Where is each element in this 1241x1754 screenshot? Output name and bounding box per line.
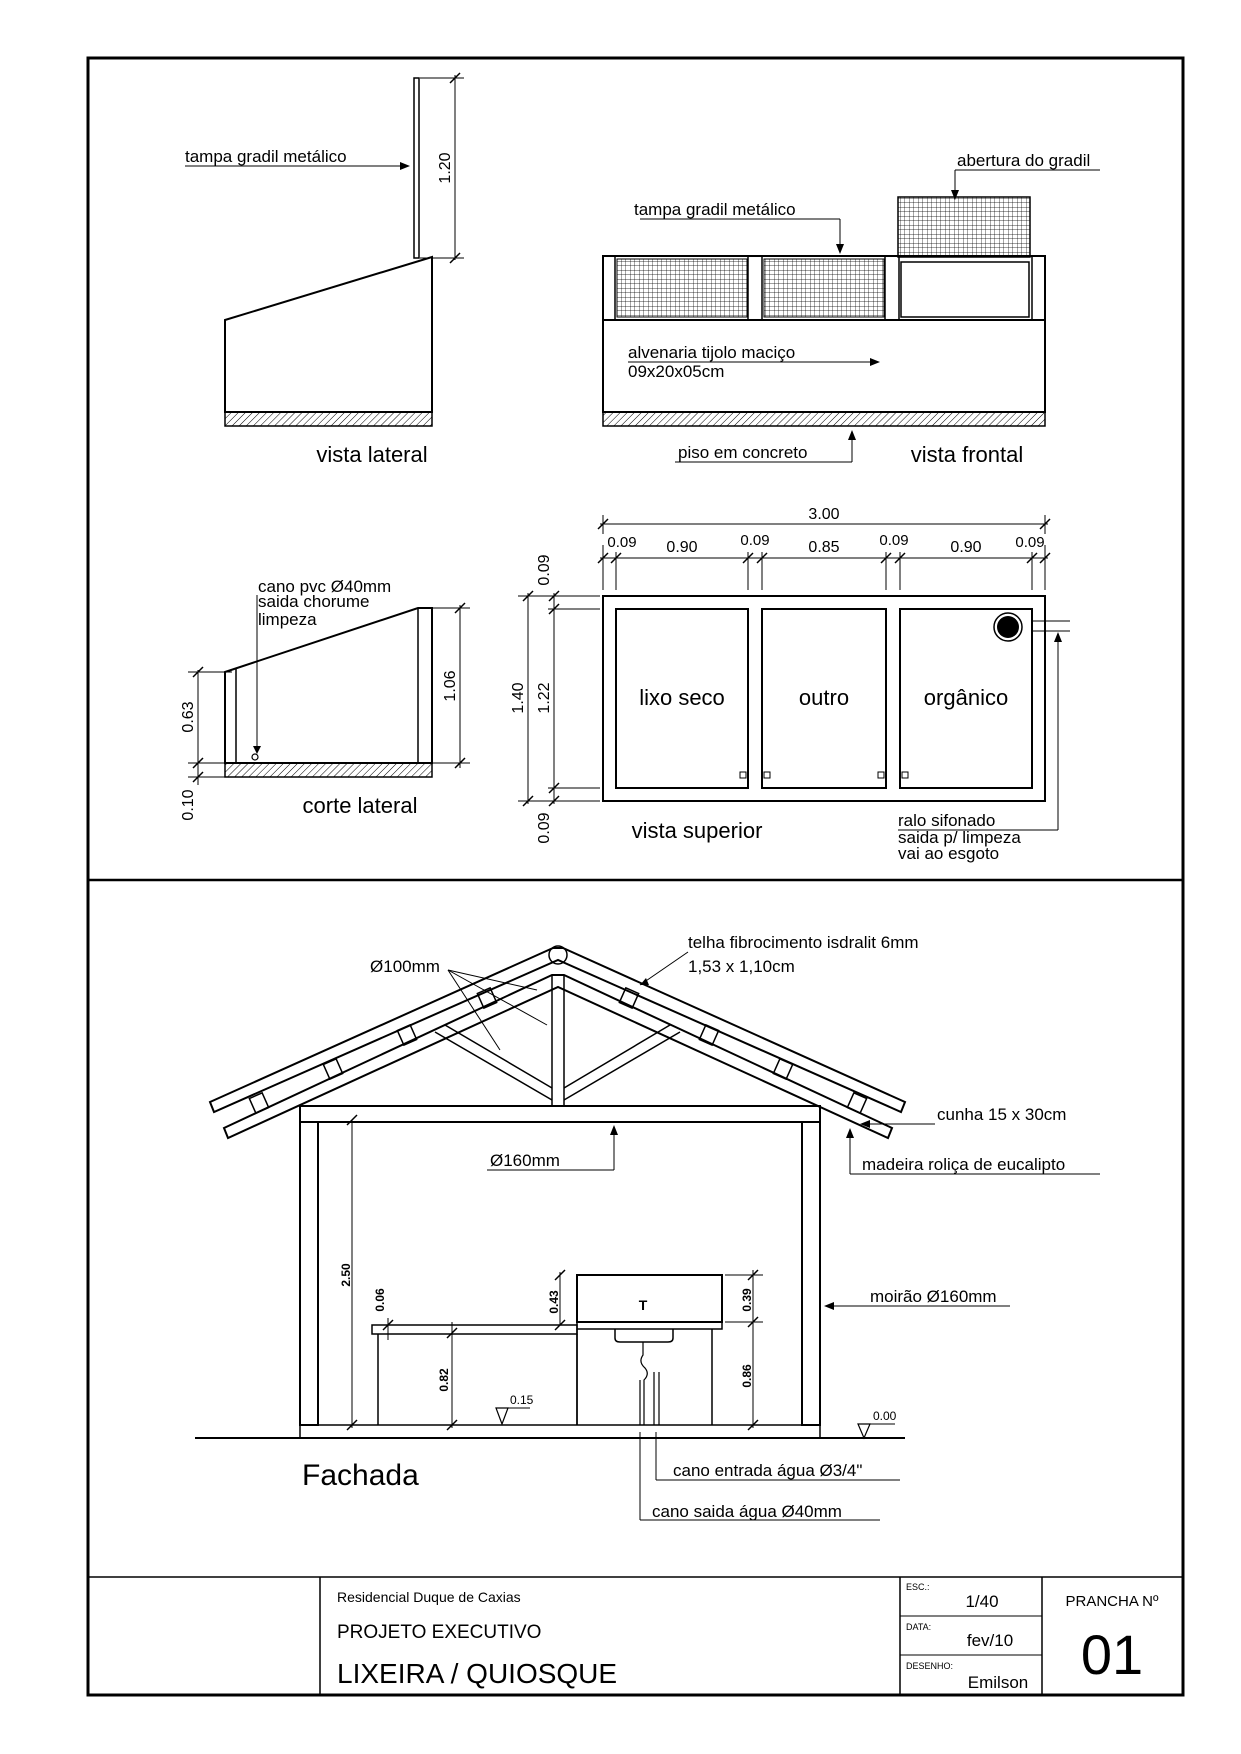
grid-lid-open	[898, 197, 1030, 257]
tb-phase: PROJETO EXECUTIVO	[337, 1622, 542, 1643]
tb-desenho-label: DESENHO:	[906, 1661, 954, 1671]
label-telha-dim: 1,53 x 1,10cm	[688, 957, 795, 976]
dim-wall-3: 0.09	[879, 532, 909, 549]
level-000: 0.00	[873, 1409, 897, 1423]
label-alvenaria-dim: 09x20x05cm	[628, 362, 725, 381]
label-cunha: cunha 15 x 30cm	[937, 1105, 1067, 1124]
svg-text:T: T	[638, 1297, 648, 1313]
dim-250: 2.50	[339, 1263, 353, 1287]
title-vista-frontal: vista frontal	[910, 442, 1024, 467]
label-saida-chorume: saida chorume	[258, 592, 370, 611]
vista-lateral	[185, 73, 464, 467]
title-fachada: Fachada	[302, 1459, 419, 1492]
counter-top	[372, 1325, 577, 1334]
compartment-outro: outro	[798, 685, 850, 710]
grid-lid-2	[764, 259, 884, 317]
label-telha: telha fibrocimento isdralit 6mm	[688, 933, 919, 952]
dim-039: 0.39	[740, 1288, 754, 1312]
tb-data-value: fev/10	[966, 1631, 1014, 1650]
level-015: 0.15	[510, 1393, 534, 1407]
label-abertura-gradil: abertura do gradil	[957, 151, 1091, 170]
label-saida-limpeza: saida p/ limpeza	[898, 828, 1021, 847]
label-limpeza: limpeza	[258, 610, 317, 629]
tb-prancha-label: PRANCHA Nº	[1065, 1593, 1159, 1610]
dim-wall-bottom: 0.09	[536, 812, 553, 844]
dim-lateral-height: 1.20	[437, 152, 454, 184]
sink-box	[577, 1275, 722, 1322]
dim-063: 0.63	[180, 701, 197, 733]
tb-project: Residencial Duque de Caxias	[337, 1589, 521, 1605]
tb-esc-label: ESC.:	[906, 1582, 930, 1592]
label-tampa-frontal: tampa gradil metálico	[634, 200, 796, 219]
label-tampa-lateral: tampa gradil metálico	[185, 147, 347, 166]
label-cano-entrada: cano entrada água Ø3/4"	[673, 1461, 863, 1480]
vista-frontal	[603, 151, 1100, 467]
sink-basin	[615, 1329, 673, 1342]
dim-wall-2: 0.09	[740, 532, 770, 549]
dim-086: 0.86	[740, 1364, 754, 1388]
tb-prancha-value: 01	[1080, 1623, 1144, 1686]
label-cano-saida: cano saida água Ø40mm	[652, 1502, 842, 1521]
dim-bin-3: 0.90	[950, 539, 982, 556]
label-piso: piso em concreto	[678, 443, 808, 462]
dim-wall-4: 0.09	[1015, 534, 1045, 551]
dim-total-length: 3.00	[808, 506, 840, 523]
label-moirao: moirão Ø160mm	[870, 1287, 997, 1306]
label-vai-esgoto: vai ao esgoto	[898, 844, 1000, 863]
tb-desenho-value: Emilson	[967, 1673, 1029, 1692]
compartment-lixo-seco: lixo seco	[639, 685, 725, 710]
drain-pipe	[641, 1342, 647, 1425]
corte-lateral	[180, 577, 470, 821]
label-diam100: Ø100mm	[370, 957, 440, 976]
title-corte-lateral: corte lateral	[302, 793, 418, 818]
label-madeira: madeira roliça de eucalipto	[862, 1155, 1066, 1174]
title-vista-superior: vista superior	[631, 818, 763, 843]
grid-lid-1	[617, 259, 747, 317]
dim-043: 0.43	[547, 1290, 561, 1314]
post-left	[300, 1122, 318, 1425]
compartment-organico: orgânico	[923, 685, 1009, 710]
roof	[210, 948, 905, 1112]
beam	[300, 1106, 820, 1122]
tb-drawing-title: LIXEIRA / QUIOSQUE	[337, 1658, 618, 1689]
fachada	[195, 933, 1100, 1521]
label-diam160: Ø160mm	[490, 1151, 560, 1170]
dim-wall-1: 0.09	[607, 534, 637, 551]
dim-bin-1: 0.90	[666, 539, 698, 556]
title-block	[88, 1577, 1183, 1695]
label-alvenaria: alvenaria tijolo maciço	[628, 343, 796, 362]
tb-data-label: DATA:	[906, 1622, 932, 1632]
dim-082: 0.82	[437, 1368, 451, 1392]
dim-006: 0.06	[373, 1288, 387, 1312]
vista-superior	[510, 506, 1070, 863]
title-vista-lateral: vista lateral	[316, 442, 428, 467]
dim-bin-2: 0.85	[808, 539, 840, 556]
label-cano-pvc: cano pvc Ø40mm	[258, 577, 392, 596]
post-right	[802, 1122, 820, 1425]
tb-esc-value: 1/40	[965, 1592, 999, 1611]
dim-106: 1.06	[442, 670, 459, 702]
dim-010: 0.10	[180, 789, 197, 821]
dim-inner-width: 1.22	[536, 682, 553, 714]
drain-icon	[997, 616, 1019, 638]
dim-wall-top: 0.09	[536, 554, 553, 586]
label-ralo: ralo sifonado	[898, 811, 996, 830]
dim-total-width: 1.40	[510, 682, 527, 714]
